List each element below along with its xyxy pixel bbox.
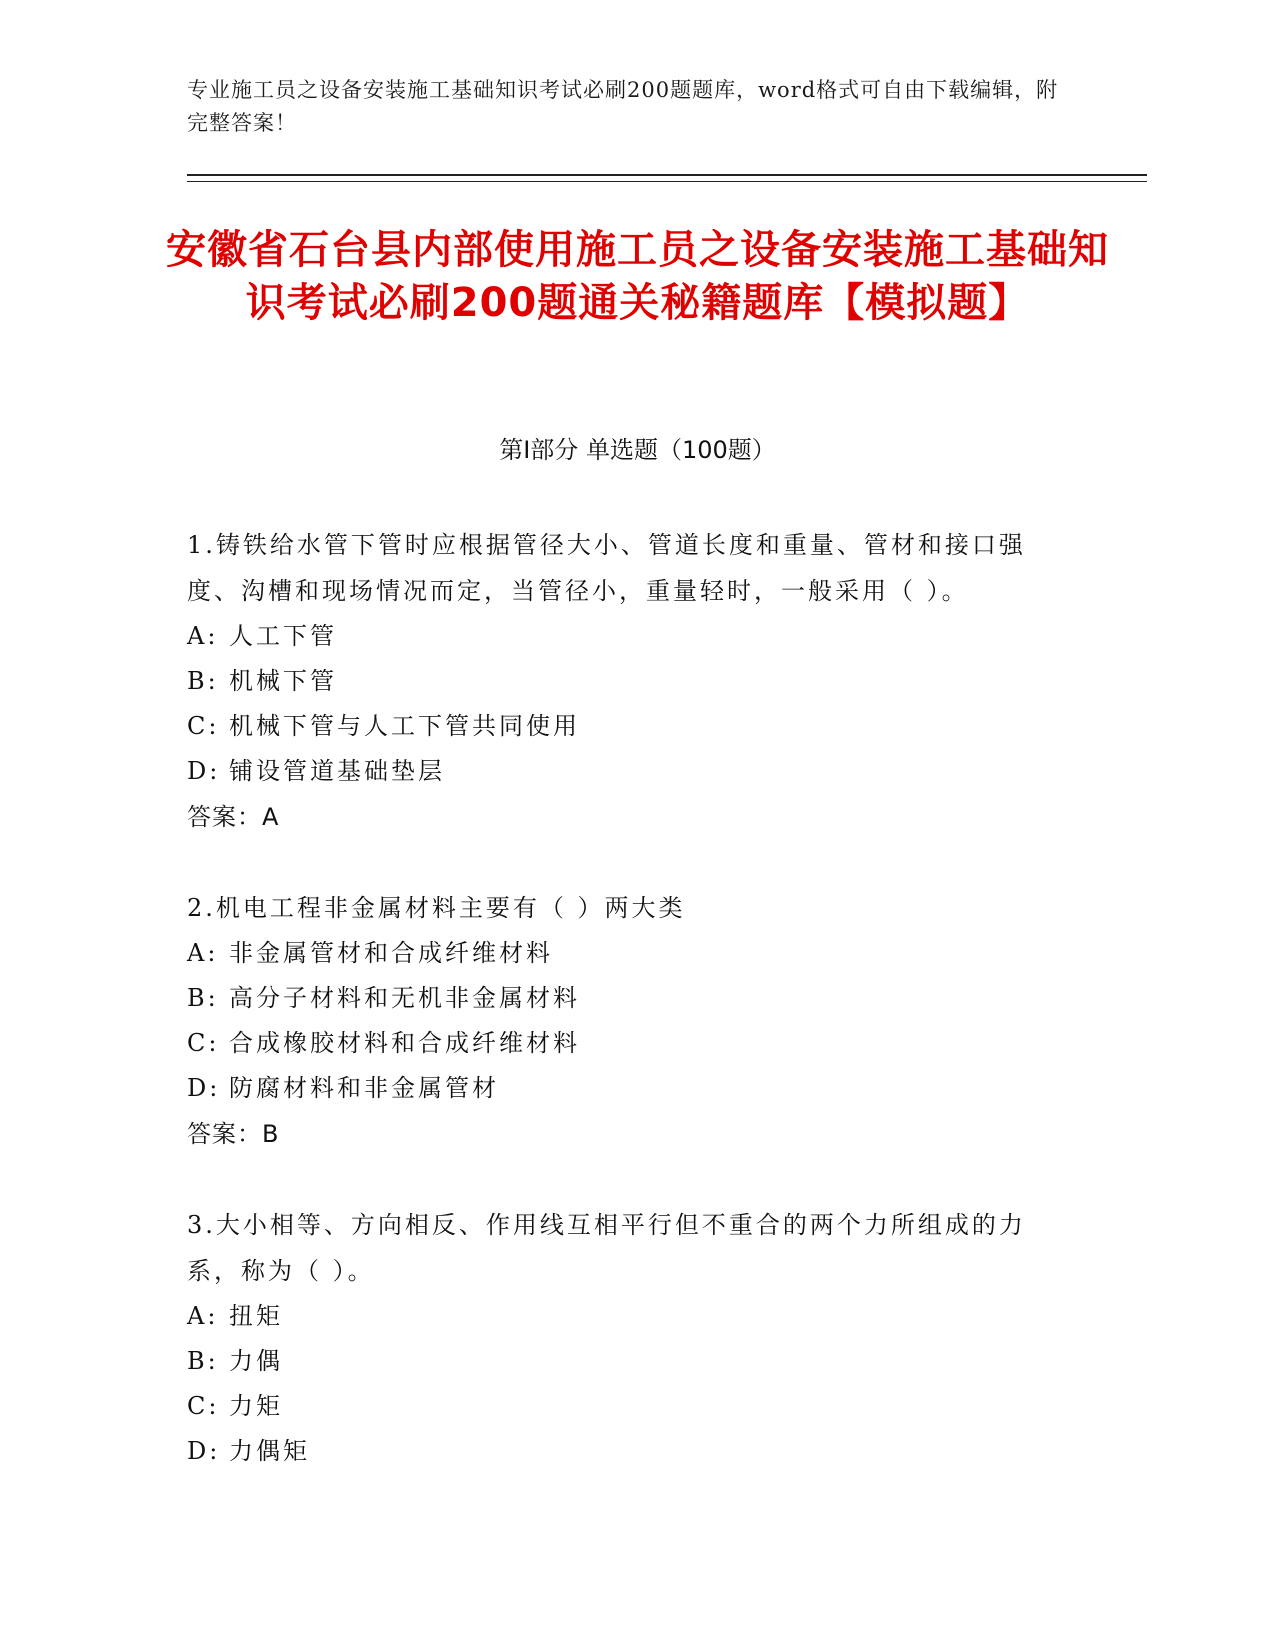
answer-option — [187, 1294, 1067, 1339]
option-text: 机械下管与人工下管共同使用 — [229, 712, 580, 740]
option-text: 力偶矩 — [229, 1437, 310, 1465]
option-key: B: — [187, 984, 219, 1012]
question-stem: 2.机电工程非金属材料主要有（ ）两大类 — [187, 894, 686, 922]
question-spacer — [187, 840, 1067, 885]
option-text: 机械下管 — [229, 667, 337, 695]
answer-option — [187, 704, 1067, 749]
option-key: D: — [187, 757, 221, 785]
answer-option — [187, 976, 1067, 1021]
option-key: C: — [187, 712, 220, 740]
option-key: C: — [187, 1392, 220, 1420]
option-key: D: — [187, 1437, 221, 1465]
option-key: D: — [187, 1074, 221, 1102]
option-text: 高分子材料和无机非金属材料 — [229, 984, 580, 1012]
answer-option — [187, 1339, 1067, 1384]
option-text: 防腐材料和非金属管材 — [229, 1074, 499, 1102]
answer-line: 答案：B — [187, 1120, 280, 1148]
answer-option — [187, 614, 1067, 659]
answer-option — [187, 659, 1067, 704]
section-heading: 第I部分 单选题（100题） — [499, 436, 776, 464]
question-stem: 1.铸铁给水管下管时应根据管径大小、管道长度和重量、管材和接口强度、沟槽和现场情况而定，当管径小，重量轻时，一般采用（ ）。 — [187, 531, 1026, 605]
option-key: A: — [187, 622, 219, 650]
option-text: 人工下管 — [229, 622, 337, 650]
question-spacer — [187, 1157, 1067, 1202]
answer-option — [187, 1066, 1067, 1111]
header-divider-thin — [187, 181, 1147, 182]
document-title: 安徽省石台县内部使用施工员之设备安装施工基础知识考试必刷200题通关秘籍题库【模拟题】 — [166, 227, 1109, 326]
option-key: B: — [187, 1347, 219, 1375]
answer-option — [187, 1021, 1067, 1066]
option-text: 铺设管道基础垫层 — [229, 757, 445, 785]
option-text: 扭矩 — [229, 1302, 283, 1330]
option-key: C: — [187, 1029, 220, 1057]
option-key: B: — [187, 667, 219, 695]
option-text: 力矩 — [229, 1392, 283, 1420]
option-text: 非金属管材和合成纤维材料 — [229, 939, 553, 967]
answer-option — [187, 931, 1067, 976]
question-stem: 3.大小相等、方向相反、作用线互相平行但不重合的两个力所组成的力系，称为（ ）。 — [187, 1211, 1026, 1285]
answer-option — [187, 749, 1067, 794]
answer-option — [187, 1384, 1067, 1429]
header-note: 专业施工员之设备安装施工基础知识考试必刷200题题库，word格式可自由下载编辑，附完整答案！ — [187, 78, 1059, 135]
option-text: 力偶 — [229, 1347, 283, 1375]
option-key: A: — [187, 1302, 219, 1330]
answer-line: 答案：A — [187, 803, 280, 831]
question-item — [187, 1202, 1067, 1474]
answer-option — [187, 1429, 1067, 1474]
question-list — [187, 522, 1067, 1474]
question-item — [187, 885, 1067, 1157]
header-divider-thick — [187, 174, 1147, 176]
question-item — [187, 522, 1067, 840]
option-text: 合成橡胶材料和合成纤维材料 — [229, 1029, 580, 1057]
option-key: A: — [187, 939, 219, 967]
